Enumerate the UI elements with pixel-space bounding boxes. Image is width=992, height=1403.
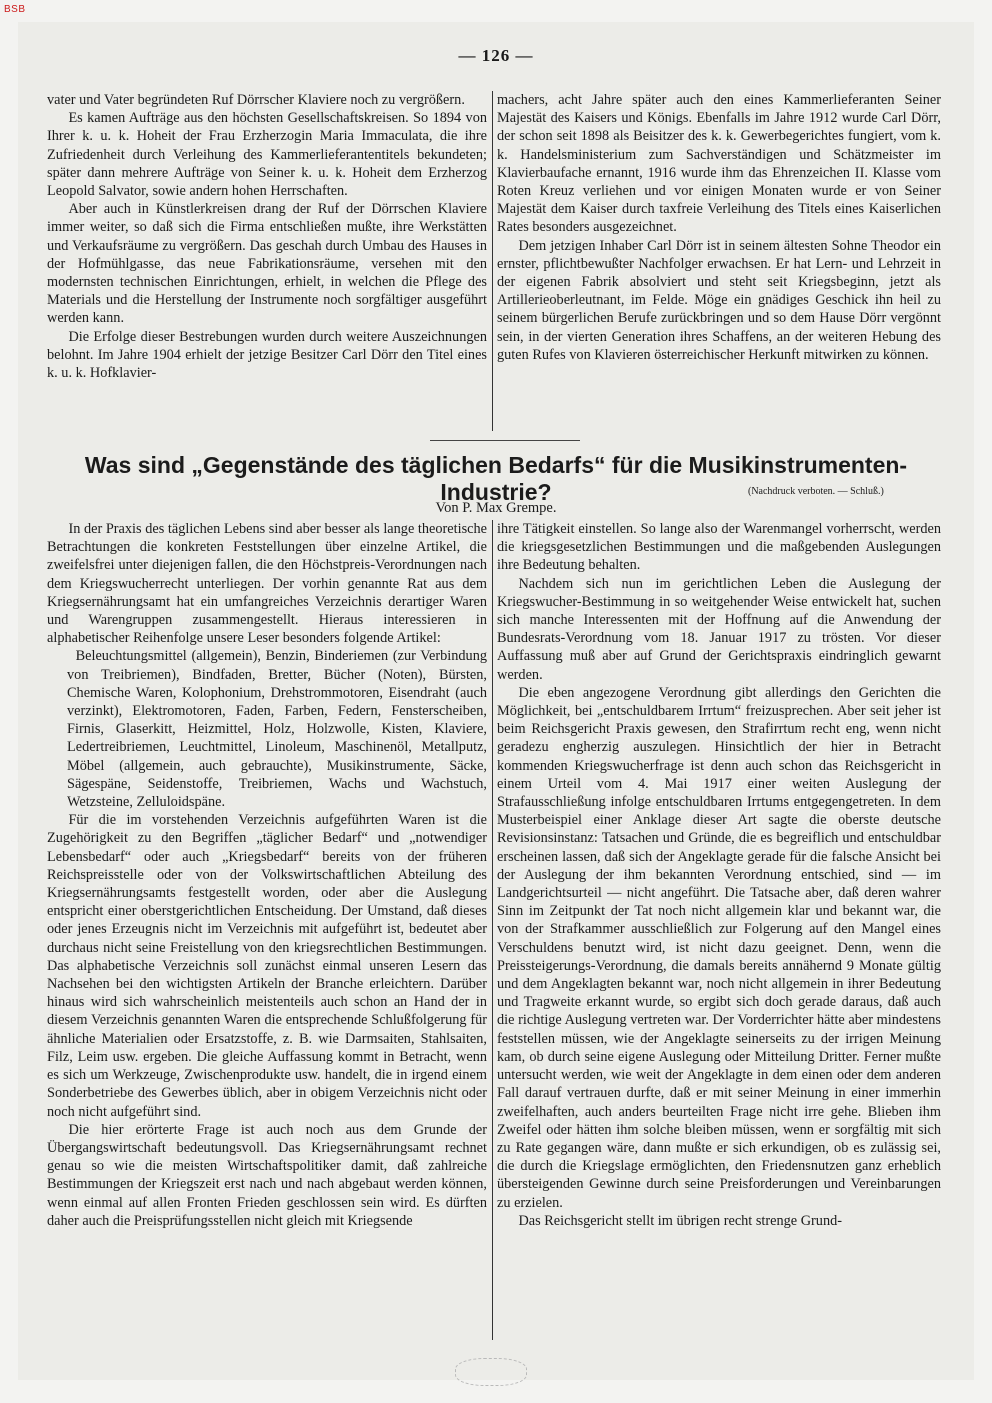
article-right-paragraph: Das Reichsgericht stellt im übrigen recht strenge Grund- xyxy=(518,1212,843,1229)
upper-right-column xyxy=(497,91,941,364)
upper-left-paragraph: vater und Vater begründeten Ruf Dörrscher Klaviere noch zu vergrößern. xyxy=(47,92,465,108)
library-stamp: BSB xyxy=(4,4,26,15)
article-right-paragraph: ihre Tätigkeit einstellen. So lange also der Warenmangel vorherrscht, werden die kriegsgesetzlichen Bestimmungen und die maßgebenden Auslegungen ihre Bedeutung behalten. xyxy=(497,521,941,574)
article-right-column xyxy=(497,520,941,1230)
upper-left-paragraph: Es kamen Aufträge aus den höchsten Gesellschaftskreisen. So 1894 von Ihrer k. u. k. Hoheit der Frau Erzherzogin Maria Immaculata, die ihre Zufriedenheit durch Verleihung des Kammerlieferantentitels bekundeten; später dann mehrere Aufträge von Seiner k. u. k. Hoheit dem Erzherzog Leopold Salvator, sowie andern hohen Herrschaften. xyxy=(47,110,487,200)
article-left-paragraph: Beleuchtungsmittel (allgemein), Benzin, Binderiemen (zur Verbindung von Treibriemen), Bindfaden, Bretter, Bücher (Noten), Bürsten, Chemische Waren, Kolophonium, Drehstrommotoren, Eisendraht (auch verzinkt), Elektromotoren, Faden, Farben, Federn, Fensterscheiben, Firnis, Glaserkitt, Heizmittel, Holz, Holzwolle, Kisten, Klaviere, Ledertreibriemen, Leuchtmittel, Linoleum, Maschinenöl, Metallputz, Möbel (allgemein, auch gebrauchte), Musikinstrumente, Säcke, Sägespäne, Seidenstoffe, Treibriemen, Wachs und Wachstuch, Wetzsteine, Zelluloidspäne. xyxy=(67,648,487,811)
article-column-rule xyxy=(492,520,493,1340)
article-left-paragraph: Für die im vorstehenden Verzeichnis aufgeführten Waren ist die Zugehörigkeit zu den Begriffen „täglicher Bedarf“ und „notwendiger Lebensbedarf“ oder auch „Kriegsbedarf“ bereits von der früheren Reichspreisstelle oder von der Volkswirtschaftlichen Abteilung des Kriegsernährungsamts festgestellt worden, oder aber die Auslegung entspricht einer oberstgerichtlichen Entscheidung. Der Umstand, daß dieses oder jenes Erzeugnis nicht im Verzeichnis mit aufgeführt ist, bedeutet aber durchaus nicht seine Freistellung von den kriegsrechtlichen Bestimmungen. Das alphabetische Verzeichnis soll zunächst einmal unseren Lesern das Nachsehen bei den wichtigsten Artikeln der Branche erleichtern. Darüber hinaus wird sich wahrscheinlich meistenteils auch schon an Hand der in diesem Verzeichnis genannten Waren die entsprechende Schlußfolgerung für ähnliche Materialien oder Ersatzstoffe, z. B. wie Darmsaiten, Stahlsaiten, Filz, Leim usw. ergeben. Die gleiche Auffassung kommt in Betracht, wenn es sich um Werkzeuge, Zwischenprodukte usw. handelt, die in irgend einem Sonderbetriebe des Gewerbes üblich, aber in obigem Verzeichnis nicht oder noch nicht aufgeführt sind. xyxy=(47,812,487,1120)
article-right-paragraph: Nachdem sich nun im gerichtlichen Leben die Auslegung der Kriegswucher-Bestimmung in so weitgehender Weise entwickelt hat, suchen sich manche Interessenten mit der Hoffnung auf die Anwendung der Bundesrats-Verordnung vom 18. Januar 1917 zu trösten. Vor dieser Auffassung muß aber auf Grund der Gerichtspraxis eindringlich gewarnt werden. xyxy=(497,575,941,683)
article-right-paragraph: Die eben angezogene Verordnung gibt allerdings den Gerichten die Möglichkeit, bei „entschuldbarem Irrtum“ freizusprechen. Aber seit jeher ist beim Reichsgericht Praxis gewesen, den Strafirrtum recht eng, wenn nicht geradezu engherzig auszulegen. Hinsichtlich der hier in Betracht kommenden Kriegswucherfrage ist denn auch schon das Reichsgericht in einem Urteil vom 4. Mai 1917 einer weiten Auslegung der Strafausschließung infolge entschuldbaren Irrtums entgegengetreten. In dem Musterbeispiel einer Anklage dieser Art sagte die oberste deutsche Revisionsinstanz: Tatsachen und Gründe, die es begreiflich und entschuldbar erscheinen lassen, daß sich der Angeklagte gerade für die falsche Ansicht bei der Auslegung der ihm bekannten Verordnung entschied, sind — im Landgerichtsurteil — nicht angeführt. Die Tatsache aber, daß deren wahrer Sinn im Zeitpunkt der Tat noch nicht allgemein klar und bekannt war, die von der Strafkammer ausschließlich zur Folgerung auf den Mangel eines Verschuldens benutzt wird, ist nicht dazu geeignet. Denn, wenn die Preissteigerungs-Verordnung, die damals bereits annähernd 9 Monate gültig und dem Angeklagten bekannt war, noch nicht allgemein in ihrer Bedeutung und Tragweite erkannt wurde, so ergibt sich doch gerade daraus, daß auch die richtige Auslegung vertreten war. Der Vorderrichter hätte aber mindestens feststellen müssen, wie der Angeklagte seinerseits zu der irrigen Meinung kam, ob durch seine eigene Auslegung oder Mitteilung Dritter. Ferner mußte untersucht werden, wie weit der Angeklagte in dem einen oder dem anderen Fall darauf vertrauen durfte, daß er mit seiner Meinung in einer immerhin zweifelhaften, auch anders beurteilten Frage nicht irre gehe. Blieben ihm Zweifel oder hätten ihm solche bleiben müssen, wenn er sorgfältig mit sich zu Rate gegangen wäre, dann mußte er sich erkundigen, ob es zulässig sei, die durch die Kriegslage ermöglichten, den Friedensnutzen ganz erheblich übersteigenden Gewinne durch seine Preisforderungen und Vereinbarungen zu erzielen. xyxy=(497,684,941,1211)
upper-right-paragraph: Dem jetzigen Inhaber Carl Dörr ist in seinem ältesten Sohne Theodor ein ernster, pflichtbewußter Nachfolger erwachsen. Er hat Lern- und Lehrzeit in der eigenen Fabrik absolviert und steht seit Kriegsbeginn, jetzt als Artillerieoberleutnant, im Felde. Möge ein gnädiges Geschick ihn heil zu seinem bürgerlichen Berufe zurückbringen und so dem Hause Dörr vergönnt sein, in der vierten Generation ihres Schaffens, an der weiteren Hebung des guten Rufes von Klavieren österreichischer Herkunft mitwirken zu können. xyxy=(497,237,941,363)
section-divider xyxy=(430,440,580,441)
article-title: Was sind „Gegenstände des täglichen Bedarfs“ für die Musikinstrumenten-Industrie? xyxy=(84,452,908,505)
upper-column-rule xyxy=(492,91,493,431)
page-number: — 126 — xyxy=(458,46,534,65)
upper-left-column xyxy=(47,91,487,382)
reprint-note: (Nachdruck verboten. — Schluß.) xyxy=(748,486,884,497)
article-left-paragraph: In der Praxis des täglichen Lebens sind aber besser als lange theoretische Betrachtungen die konkreten Feststellungen über einzelne Artikel, die zweifelsfrei unter diejenigen fallen, die den Höchstpreis-Verordnungen nach dem Kriegswucherrecht unterliegen. Der vorhin genannte Rat aus dem Kriegsernährungsamt hat ein umfangreiches Verzeichnis derartiger Waren und Warengruppen zusammengestellt. Hieraus interessieren in alphabetischer Reihenfolge unsere Leser besonders folgende Artikel: xyxy=(47,521,487,647)
upper-left-paragraph: Aber auch in Künstlerkreisen drang der Ruf der Dörrschen Klaviere immer weiter, so daß sich die Firma entschließen mußte, ihre Werkstätten und Verkaufsräume zu vergrößern. Das geschah durch Umbau des Hauses in der Hofmühlgasse, das neue Fabrikationsräume, versehen mit den modernsten technischen Einrichtungen, erhielt, in welchen die Pflege des Materials und die Herstellung der Instrumente noch sorgfältiger ausgeführt werden kann. xyxy=(47,201,487,327)
article-left-paragraph: Die hier erörterte Frage ist auch noch aus dem Grunde der Übergangswirtschaft bedeutungsvoll. Das Kriegsernährungsamt rechnet genau so wie die meisten Wirtschaftspolitiker damit, daß zahlreiche Bestimmungen der Kriegszeit erst nach und nach abgebaut werden können, wenn einmal auf allen Fronten Frieden geschlossen sein wird. Es dürften daher auch die Preisprüfungsstellen nicht gleich mit Kriegsende xyxy=(47,1121,487,1229)
upper-right-paragraph: machers, acht Jahre später auch den eines Kammerlieferanten Seiner Majestät des Kaisers und Königs. Ebenfalls im Jahre 1912 wurde Carl Dörr, der schon seit 1898 als Beisitzer des k. k. Gewerbegerichtes fungiert, vom k. k. Handelsministerium zum Sachverständigen und Schätzmeister im Klavierbaufache ernannt, 1916 wurde ihm das Ehrenzeichen II. Klasse vom Roten Kreuz verliehen und vor einigen Monaten wurde er von Seiner Majestät dem Kaiser durch taxfreie Verleihung des Titels eines Kaiserlichen Rates besonders ausgezeichnet. xyxy=(497,92,941,236)
footer-stamp xyxy=(455,1358,527,1386)
article-byline: Von P. Max Grempe. xyxy=(435,500,557,516)
article-left-column xyxy=(47,520,487,1230)
upper-left-paragraph: Die Erfolge dieser Bestrebungen wurden durch weitere Auszeichnungen belohnt. Im Jahre 1904 erhielt der jetzige Besitzer Carl Dörr den Titel eines k. u. k. Hofklavier- xyxy=(47,328,487,382)
